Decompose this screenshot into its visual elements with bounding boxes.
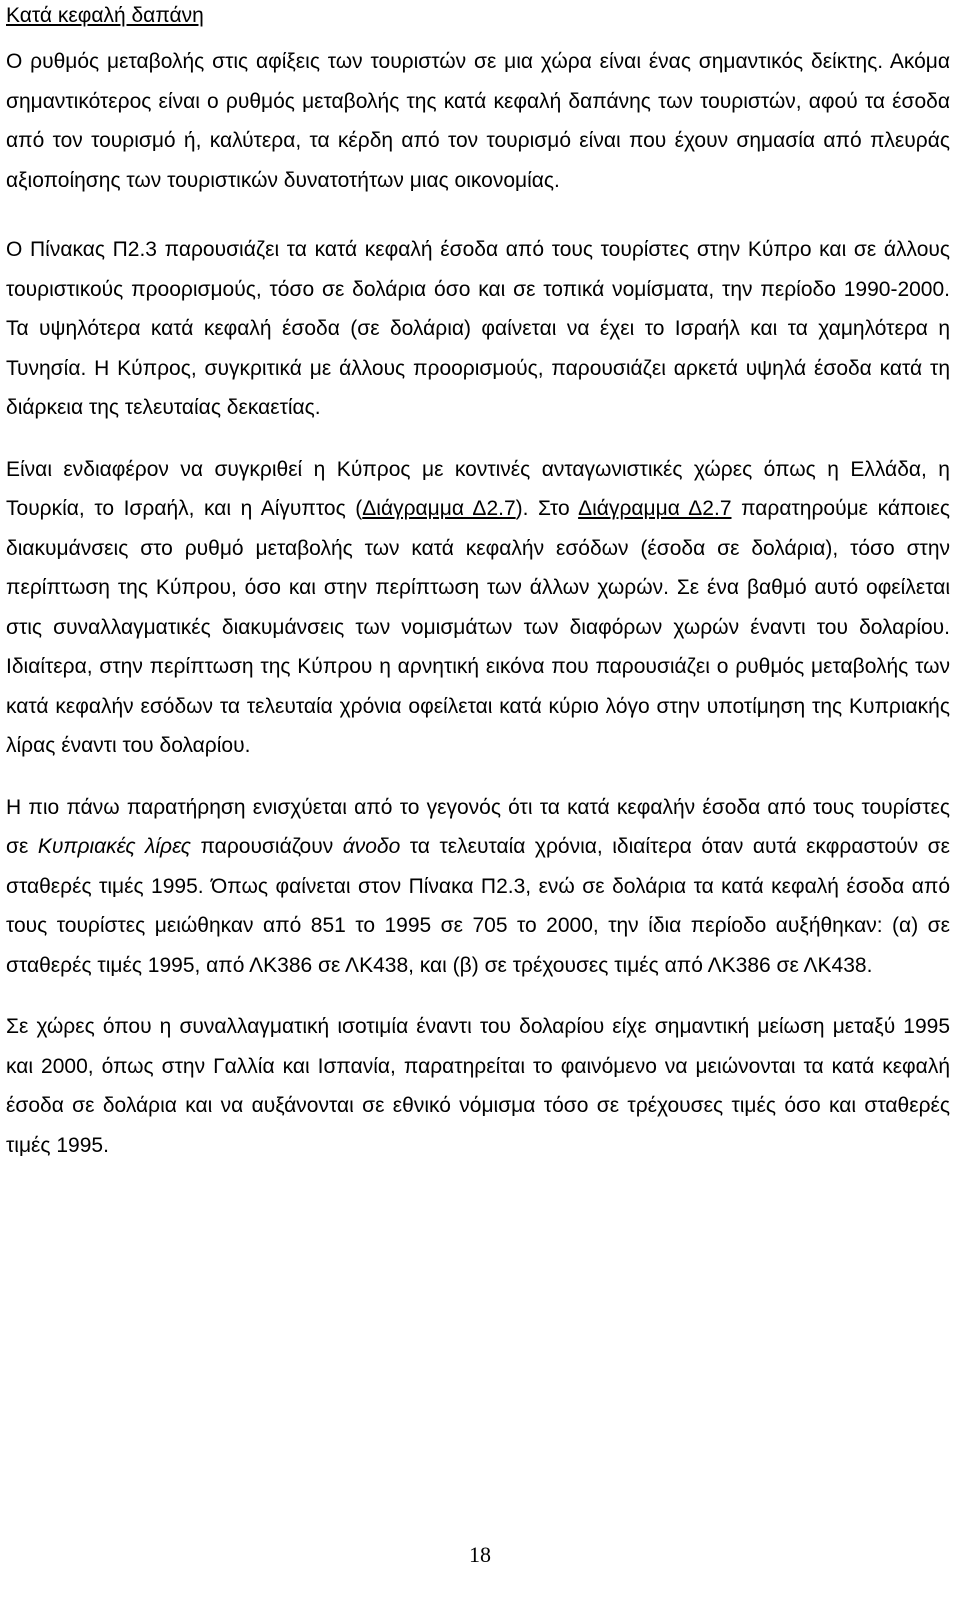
paragraph-1: Ο ρυθμός μεταβολής στις αφίξεις των τουριστών σε μια χώρα είναι ένας σημαντικός δείκτης. Ακόμα σημαντικότερος είναι ο ρυθμός μεταβολής της κατά κεφαλή δαπάνης των τουριστών, αφού τα έσοδα από τον τουρισμό ή, καλύτερα, τα κέρδη από τον τουρισμό είναι που έχουν σημασία από πλευράς αξιοποίησης των τουριστικών δυνατοτήτων μιας οικονομίας. bbox=[6, 50, 950, 192]
section-heading: Κατά κεφαλή δαπάνη bbox=[6, 4, 204, 27]
paragraph-2: Ο Πίνακας Π2.3 παρουσιάζει τα κατά κεφαλή έσοδα από τους τουρίστες στην Κύπρο και σε άλλους τουριστικούς προορισμούς, τόσο σε δολάρια όσο και σε τοπικά νομίσματα, την περίοδο 1990-2000. Τα υψηλότερα κατά κεφαλή έσοδα (σε δολάρια) φαίνεται να έχει το Ισραήλ και τα χαμηλότερα η Τυνησία. Η Κύπρος, συγκριτικά με άλλους προορισμούς, παρουσιάζει αρκετά υψηλά έσοδα κατά τη διάρκεια της τελευταίας δεκαετίας. bbox=[6, 238, 950, 419]
paragraph-4-text-a: Η πιο πάνω παρατήρηση ενισχύεται από το γεγονός ότι τα κατά κεφαλήν έσοδα από τους τουρίστες σε bbox=[6, 795, 950, 858]
paragraph-5: Σε χώρες όπου η συναλλαγματική ισοτιμία έναντι του δολαρίου είχε σημαντική μείωση μεταξύ 1995 και 2000, όπως στην Γαλλία και Ισπανία, παρατηρείται το φαινόμενο να μειώνονται τα κατά κεφαλή έσοδα σε δολάρια και να αυξάνονται σε εθνικό νόμισμα τόσο σε τρέχουσες τιμές όσο και σταθερές τιμές 1995. bbox=[6, 1015, 950, 1157]
diagram-reference-link[interactable]: Διάγραμμα Δ2.7 bbox=[578, 497, 732, 520]
paragraph-4-text-b: παρουσιάζουν bbox=[190, 835, 343, 858]
document-page bbox=[6, 0, 950, 1165]
diagram-reference-link[interactable]: Διάγραμμα Δ2.7 bbox=[362, 497, 516, 520]
paragraph-3-text-a: Είναι ενδιαφέρον να συγκριθεί η Κύπρος με κοντινές ανταγωνιστικές χώρες όπως η Ελλάδα, η Τουρκία, το Ισραήλ, και η Αίγυπτος ( bbox=[6, 457, 950, 520]
page-number: 18 bbox=[469, 1542, 491, 1567]
emphasis-text: άνοδο bbox=[342, 835, 401, 858]
paragraph-4-text-c: τα τελευταία χρόνια, ιδιαίτερα όταν αυτά εκφραστούν σε σταθερές τιμές 1995. Όπως φαίνεται στον Πίνακα Π2.3, ενώ σε δολάρια τα κατά κεφαλή έσοδα από τους τουρίστες μειώθηκαν από 851 το 1995 σε 705 το 2000, την ίδια περίοδο αυξήθηκαν: (α) σε σταθερές τιμές 1995, από ΛΚ386 σε ΛΚ438, και (β) σε τρέχουσες τιμές από ΛΚ386 σε ΛΚ438. bbox=[6, 835, 950, 977]
paragraph-3-text-c: παρατηρούμε κάποιες διακυμάνσεις στο ρυθμό μεταβολής των κατά κεφαλήν εσόδων (έσοδα σε δολάρια), τόσο στην περίπτωση της Κύπρου, όσο και στην περίπτωση των άλλων χωρών. Σε ένα βαθμό αυτό οφείλεται στις συναλλαγματικές διακυμάνσεις των νομισμάτων των διαφόρων χωρών έναντι του δολαρίου. Ιδιαίτερα, στην περίπτωση της Κύπρου η αρνητική εικόνα που παρουσιάζει ο ρυθμός μεταβολής των κατά κεφαλήν εσόδων τα τελευταία χρόνια οφείλεται κατά κύριο λόγο στην υποτίμηση της Κυπριακής λίρας έναντι του δολαρίου. bbox=[6, 497, 950, 757]
paragraph-4 bbox=[6, 788, 950, 986]
emphasis-text: Κυπριακές λίρες bbox=[37, 835, 191, 858]
paragraph-3 bbox=[6, 450, 950, 766]
paragraph-3-text-b: ). Στο bbox=[515, 497, 579, 520]
